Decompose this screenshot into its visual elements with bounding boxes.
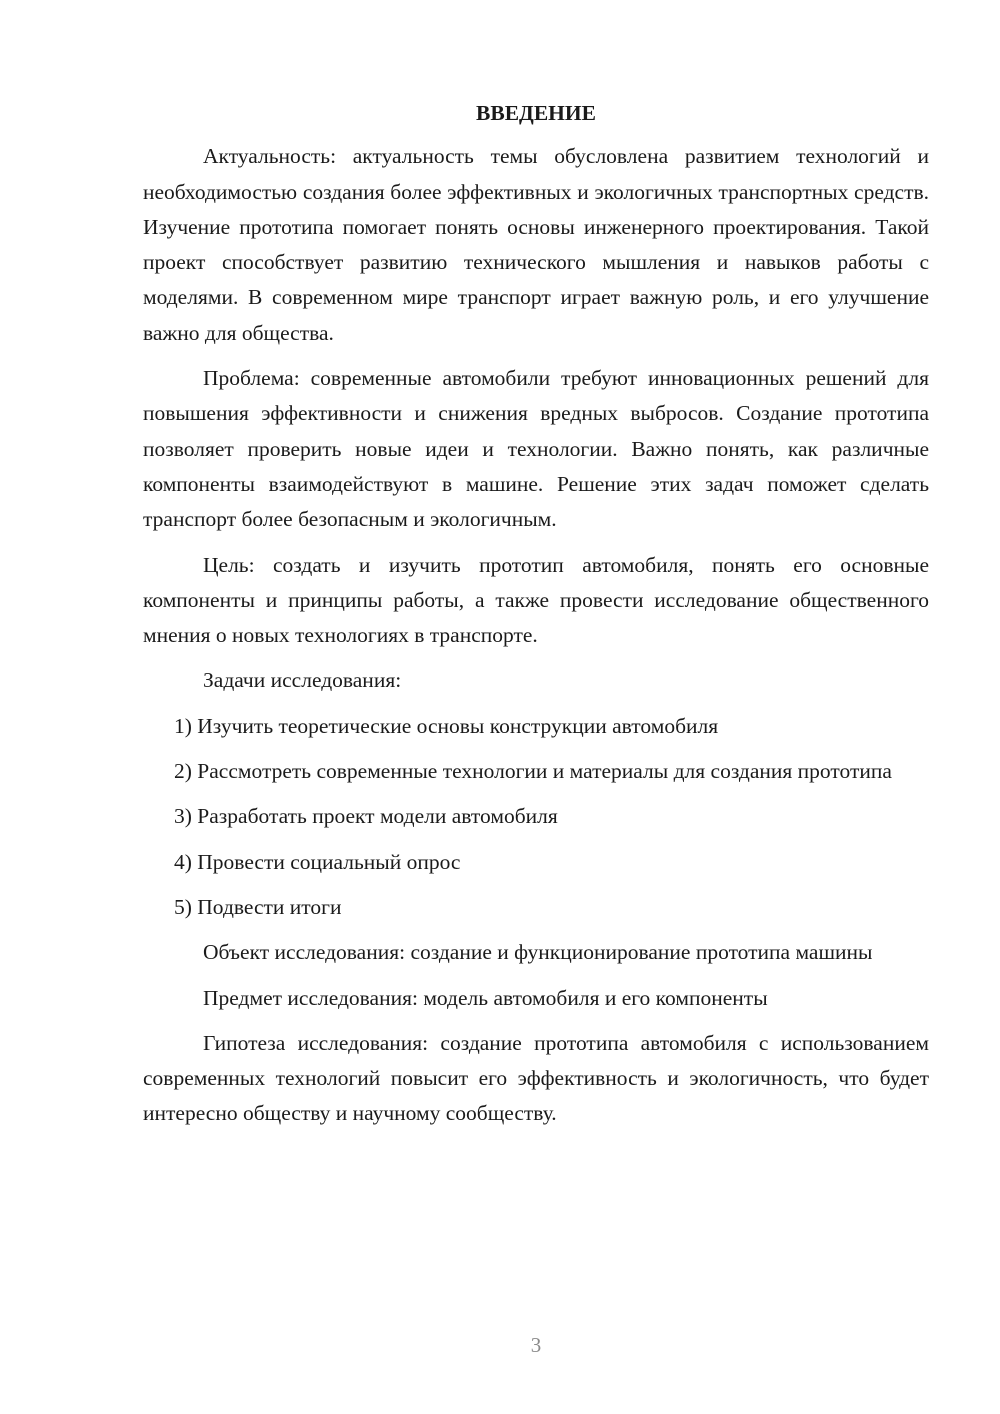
tasks-heading: Задачи исследования: [203, 668, 402, 693]
paragraph-goal: Цель: создать и изучить прототип автомобиля, понять его основные компоненты и принципы работы, а также провести исследование общественного мнения о новых технологиях в транспорте. [143, 552, 929, 648]
task-item: 2) Рассмотреть современные технологии и материалы для создания прототипа [174, 759, 892, 784]
page-number: 3 [530, 1333, 542, 1357]
paragraph-hypothesis: Гипотеза исследования: создание прототипа автомобиля с использованием современных технологий повысит его эффективность и экологичность, что будет интересно обществу и научному сообществу. [143, 1030, 929, 1126]
task-item: 5) Подвести итоги [174, 894, 342, 919]
paragraph-problem: Проблема: современные автомобили требуют инновационных решений для повышения эффективности и снижения вредных выбросов. Создание прототипа позволяет проверить новые идеи и технологии. Важно понять, как различные компоненты взаимодействуют в машине. Решение этих задач поможет сделать транспорт более безопасным и экологичным. [143, 366, 929, 532]
paragraph-object: Объект исследования: создание и функционирование прототипа машины [203, 940, 873, 965]
paragraph-subject: Предмет исследования: модель автомобиля и его компоненты [203, 985, 768, 1010]
task-item: 4) Провести социальный опрос [174, 849, 461, 874]
page-content [143, 96, 929, 1142]
page-title: ВВЕДЕНИЕ [476, 101, 596, 125]
task-item: 1) Изучить теоретические основы конструкции автомобиля [174, 713, 719, 738]
task-item: 3) Разработать проект модели автомобиля [174, 804, 558, 829]
paragraph-relevance: Актуальность: актуальность темы обусловлена развитием технологий и необходимостью создания более эффективных и экологичных транспортных средств. Изучение прототипа помогает понять основы инженерного проектирования. Такой проект способствует развитию технического мышления и навыков работы с моделями. В современном мире транспорт играет важную роль, и его улучшение важно для общества. [143, 144, 929, 345]
